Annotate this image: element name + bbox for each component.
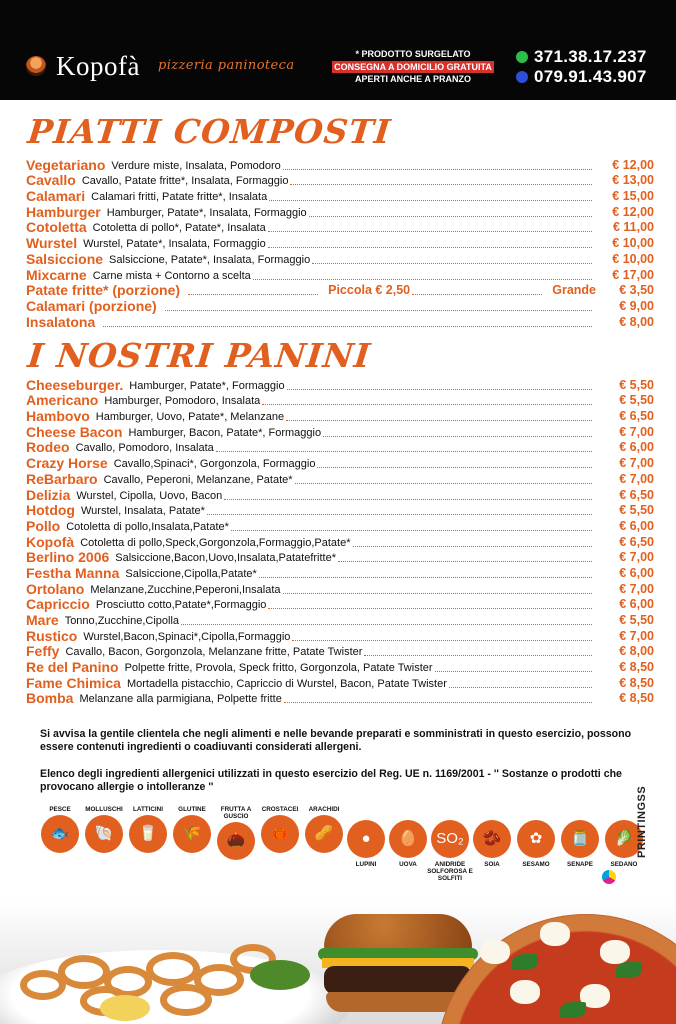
dotted-leader bbox=[207, 514, 592, 515]
menu-list-panini bbox=[26, 377, 654, 706]
menu-item bbox=[26, 455, 654, 471]
menu-item-description: Wurstel, Cipolla, Uovo, Bacon bbox=[76, 489, 223, 502]
phone-whatsapp-number[interactable]: 371.38.17.237 bbox=[534, 47, 647, 66]
menu-item-name: Fame Chimica bbox=[26, 675, 121, 691]
menu-item-name: Festha Manna bbox=[26, 565, 120, 581]
menu-item-name: Salsiccione bbox=[26, 251, 104, 267]
calamari-ring bbox=[146, 952, 200, 986]
menu-item-name: ReBarbaro bbox=[26, 471, 98, 487]
fish-icon: 🐟 bbox=[41, 815, 79, 853]
menu-item-description: Carne mista + Contorno a scelta bbox=[92, 269, 251, 282]
dotted-leader bbox=[259, 577, 592, 578]
celery-icon: 🥬 bbox=[605, 820, 643, 858]
menu-item bbox=[26, 644, 654, 660]
menu-item-description: Wurstel,Bacon,Spinaci*,Cipolla,Formaggio bbox=[83, 630, 291, 643]
dotted-leader bbox=[287, 389, 592, 390]
menu-item bbox=[26, 471, 654, 487]
milk-icon: 🥛 bbox=[129, 815, 167, 853]
menu-item-price: € 6,00 bbox=[619, 440, 654, 455]
menu-item bbox=[26, 534, 654, 550]
menu-item-name: Cheeseburger. bbox=[26, 377, 124, 393]
dotted-leader bbox=[165, 310, 592, 311]
menu-item-price: € 5,50 bbox=[619, 393, 654, 408]
menu-item-description: Hamburger, Patate*, Insalata, Formaggio bbox=[106, 206, 307, 219]
section-title-piatti: PIATTI COMPOSTI bbox=[25, 112, 393, 151]
lupin-icon: ● bbox=[347, 820, 385, 858]
allergen-label: GLUTINE bbox=[178, 806, 206, 813]
menu-item-price: € 11,00 bbox=[612, 220, 654, 235]
menu-item-name: Pollo bbox=[26, 518, 61, 534]
brand-name: Kopofà bbox=[56, 51, 140, 81]
menu-item-option-large: Grande bbox=[552, 283, 597, 298]
menu-item bbox=[26, 235, 654, 251]
menu-item bbox=[26, 440, 654, 456]
food-photo bbox=[0, 900, 676, 1024]
phone-whatsapp[interactable] bbox=[516, 47, 647, 67]
menu-item-price: € 12,00 bbox=[612, 204, 654, 219]
menu-item bbox=[26, 503, 654, 519]
menu-item-description: Calamari fritti, Patate fritte*, Insalata bbox=[91, 191, 268, 204]
dotted-leader bbox=[449, 687, 592, 688]
menu-item bbox=[26, 597, 654, 613]
menu-item-name: Vegetariano bbox=[26, 157, 106, 173]
menu-item bbox=[26, 518, 654, 534]
menu-item bbox=[26, 157, 654, 173]
lettuce bbox=[250, 960, 310, 990]
menu-item bbox=[26, 628, 654, 644]
frozen-note: * PRODOTTO SURGELATO bbox=[355, 49, 471, 59]
menu-item-price: € 17,00 bbox=[612, 267, 654, 282]
menu-item-name: Wurstel bbox=[26, 235, 78, 252]
menu-item-name: Calamari (porzione) bbox=[26, 298, 157, 314]
crab-icon: 🦀 bbox=[261, 815, 299, 853]
menu-item-description: Cavallo, Patate fritte*, Insalata, Formaggio bbox=[81, 175, 289, 188]
dotted-leader bbox=[181, 624, 592, 625]
bun-top bbox=[324, 914, 472, 952]
header-bar bbox=[0, 0, 676, 100]
dotted-leader bbox=[292, 640, 592, 641]
allergen-uova bbox=[384, 820, 432, 868]
menu-item-name: Bomba bbox=[26, 690, 74, 707]
egg-icon: 🥚 bbox=[389, 820, 427, 858]
peanut-icon: 🥜 bbox=[305, 815, 343, 853]
menu-item bbox=[26, 675, 654, 691]
menu-item-name: Americano bbox=[26, 392, 99, 409]
menu-item bbox=[26, 393, 654, 409]
menu-item-price: € 10,00 bbox=[612, 236, 654, 251]
allergen-molluschi bbox=[80, 806, 128, 853]
menu-item-description: Cavallo, Bacon, Gorgonzola, Melanzane fritte, Patate Twister bbox=[65, 646, 363, 659]
dotted-leader bbox=[284, 702, 592, 703]
menu-item bbox=[26, 377, 654, 393]
menu-item-description: Cavallo,Spinaci*, Gorgonzola, Formaggio bbox=[113, 458, 316, 471]
menu-item-price: € 6,00 bbox=[619, 565, 654, 580]
menu-item-price: € 7,00 bbox=[619, 581, 654, 596]
menu-item-description: Hamburger, Bacon, Patate*, Formaggio bbox=[128, 426, 322, 439]
menu-item-description: Cavallo, Pomodoro, Insalata bbox=[75, 442, 214, 455]
menu-item-name: Cheese Bacon bbox=[26, 424, 123, 440]
basil-leaf bbox=[616, 962, 642, 978]
menu-item bbox=[26, 612, 654, 628]
dotted-leader bbox=[412, 294, 542, 295]
allergen-label: ARACHIDI bbox=[308, 806, 340, 813]
dotted-leader bbox=[268, 608, 592, 609]
dotted-leader bbox=[224, 499, 592, 500]
allergen-label: LATTICINI bbox=[133, 806, 163, 813]
allergen-label: SENAPE bbox=[567, 861, 593, 868]
header-info bbox=[318, 48, 508, 86]
dotted-leader bbox=[268, 247, 592, 248]
basil-leaf bbox=[512, 954, 538, 970]
menu-item-price: € 7,00 bbox=[619, 424, 654, 439]
burger-patty bbox=[324, 966, 472, 994]
menu-item bbox=[26, 581, 654, 597]
menu-item bbox=[26, 220, 654, 236]
brand-logo-icon bbox=[26, 56, 46, 76]
menu-item-name: Delizia bbox=[26, 486, 71, 503]
whatsapp-icon bbox=[516, 51, 528, 63]
menu-item-description: Verdure miste, Insalata, Pomodoro bbox=[111, 159, 281, 172]
menu-item-price: € 8,00 bbox=[619, 644, 654, 659]
menu-item-price: € 8,50 bbox=[619, 675, 654, 690]
dotted-leader bbox=[268, 231, 592, 232]
phone-landline[interactable] bbox=[516, 67, 647, 87]
menu-item-price: € 5,50 bbox=[619, 613, 654, 627]
menu-item-price: € 8,50 bbox=[619, 660, 654, 675]
dotted-leader bbox=[435, 671, 592, 672]
menu-item-price: € 5,50 bbox=[619, 503, 654, 518]
dotted-leader bbox=[283, 169, 592, 170]
phone-icon bbox=[516, 71, 528, 83]
allergen-label: FRUTTA A GUSCIO bbox=[220, 806, 252, 820]
dotted-leader bbox=[231, 530, 592, 531]
allergen-lupini bbox=[342, 820, 390, 868]
menu-item-name: Rodeo bbox=[26, 439, 70, 456]
menu-item bbox=[26, 314, 654, 330]
menu-item-description: Cotoletta di pollo,Speck,Gorgonzola,Formaggio,Patate* bbox=[80, 536, 351, 549]
menu-item bbox=[26, 267, 654, 283]
free-delivery-note: CONSEGNA A DOMICILIO GRATUITA bbox=[334, 61, 492, 72]
dotted-leader bbox=[103, 326, 592, 327]
allergen-label: SESAMO bbox=[522, 861, 550, 868]
menu-item-price: € 6,00 bbox=[619, 518, 654, 533]
menu-item-description: Salsiccione, Patate*, Insalata, Formaggio bbox=[109, 253, 311, 266]
menu-item-name: Mixcarne bbox=[26, 266, 87, 283]
menu-item-description: Wurstel, Insalata, Patate* bbox=[80, 505, 205, 518]
menu-item-price: € 9,00 bbox=[619, 298, 654, 313]
allergen-label: PESCE bbox=[49, 806, 71, 813]
allergen-regulation: Elenco degli ingredienti allergenici utilizzati in questo esercizio del Reg. UE n. 1169/2001 - '' Sostanze o prodotti che provocano allergie o intolleranze '' bbox=[40, 768, 622, 793]
dotted-leader bbox=[309, 216, 592, 217]
dotted-leader bbox=[353, 546, 593, 547]
basil-leaf bbox=[560, 1002, 586, 1018]
brand-tagline: pizzeria paninoteca bbox=[158, 58, 295, 73]
so2-icon: SO₂ bbox=[431, 820, 469, 858]
menu-item bbox=[26, 550, 654, 566]
menu-item bbox=[26, 188, 654, 204]
allergen-latticini bbox=[124, 806, 172, 853]
menu-item-description: Mortadella pistacchio, Capriccio di Wurstel, Bacon, Patate Twister bbox=[126, 677, 447, 690]
lunch-note: APERTI ANCHE A PRANZO bbox=[354, 74, 471, 84]
menu-item-price: € 7,00 bbox=[619, 471, 654, 486]
menu-item-name: Calamari bbox=[26, 188, 86, 205]
allergen-crostacei bbox=[256, 806, 304, 853]
menu-item-description: Hamburger, Uovo, Patate*, Melanzane bbox=[95, 411, 285, 424]
menu-item bbox=[26, 283, 654, 299]
allergen-label: UOVA bbox=[399, 861, 417, 868]
menu-item-description: Wurstel, Patate*, Insalata, Formaggio bbox=[83, 238, 266, 251]
menu-item-price: € 15,00 bbox=[612, 189, 654, 204]
dotted-leader bbox=[269, 200, 592, 201]
menu-item-price: € 7,00 bbox=[619, 628, 654, 643]
dotted-leader bbox=[188, 294, 318, 295]
menu-item bbox=[26, 659, 654, 675]
menu-item-name: Hambovo bbox=[26, 408, 90, 425]
menu-item-name: Capriccio bbox=[26, 596, 90, 613]
menu-item-name: Berlino 2006 bbox=[26, 549, 110, 566]
menu-item-price: € 6,50 bbox=[619, 534, 654, 549]
mozzarella bbox=[480, 940, 510, 964]
menu-item-name: Re del Panino bbox=[26, 659, 119, 676]
allergen-pesce bbox=[36, 806, 84, 853]
menu-item-description: Melanzane,Zucchine,Peperoni,Insalata bbox=[90, 583, 281, 596]
dotted-leader bbox=[262, 404, 592, 405]
allergen-label: ANIDRIDE SOLFOROSA E SOLFITI bbox=[427, 861, 473, 882]
menu-item-name: Rustico bbox=[26, 628, 78, 644]
menu-item-price: € 8,00 bbox=[619, 314, 654, 329]
menu-item bbox=[26, 565, 654, 581]
shell-icon: 🐚 bbox=[85, 815, 123, 853]
menu-item bbox=[26, 204, 654, 220]
menu-item-price: € 7,00 bbox=[619, 550, 654, 565]
allergen-label: CROSTACEI bbox=[261, 806, 299, 813]
menu-item-description: Hamburger, Pomodoro, Insalata bbox=[104, 395, 261, 408]
menu-item-description: Salsiccione,Cipolla,Patate* bbox=[125, 567, 257, 580]
phone-list bbox=[516, 47, 647, 87]
allergen-icons bbox=[36, 806, 648, 886]
mustard-icon: 🫙 bbox=[561, 820, 599, 858]
menu-item-price: € 6,50 bbox=[619, 487, 654, 502]
menu-item-description: Cotoletta di pollo,Insalata,Patate* bbox=[66, 520, 229, 533]
calamari-ring bbox=[160, 984, 212, 1016]
menu-item-description: Tonno,Zucchine,Cipolla bbox=[64, 615, 180, 627]
dotted-leader bbox=[253, 279, 592, 280]
menu-item bbox=[26, 408, 654, 424]
wheat-icon: 🌾 bbox=[173, 815, 211, 853]
allergen-label: SEDANO bbox=[610, 861, 638, 868]
dotted-leader bbox=[312, 263, 592, 264]
nut-icon: 🌰 bbox=[217, 822, 255, 860]
allergen-senape bbox=[556, 820, 604, 868]
dotted-leader bbox=[338, 561, 592, 562]
menu-item-price: € 5,50 bbox=[619, 377, 654, 392]
section-title-panini: I NOSTRI PANINI bbox=[25, 336, 373, 375]
menu-list-piatti bbox=[26, 157, 654, 330]
dotted-leader bbox=[290, 184, 592, 185]
menu-item bbox=[26, 298, 654, 314]
menu-item bbox=[26, 173, 654, 189]
calamari-ring bbox=[58, 955, 110, 989]
mozzarella bbox=[600, 940, 630, 964]
menu-item-price: € 6,50 bbox=[619, 409, 654, 424]
menu-item-description: Hamburger, Patate*, Formaggio bbox=[129, 379, 285, 392]
mozzarella bbox=[510, 980, 540, 1004]
menu-item bbox=[26, 251, 654, 267]
printer-credit bbox=[600, 785, 660, 900]
menu-item bbox=[26, 487, 654, 503]
menu-item-description: Cavallo, Peperoni, Melanzane, Patate* bbox=[103, 473, 293, 486]
menu-item-price: € 10,00 bbox=[612, 251, 654, 266]
dotted-leader bbox=[283, 593, 592, 594]
menu-item-option-small: Piccola € 2,50 bbox=[328, 283, 411, 298]
menu-item-name: Cavallo bbox=[26, 172, 76, 189]
printer-brand: PRINTINGSS bbox=[636, 785, 648, 858]
menu-item-name: Insalatona bbox=[26, 313, 96, 330]
menu-item-name: Patate fritte* (porzione) bbox=[26, 282, 181, 299]
menu-item bbox=[26, 424, 654, 440]
dotted-leader bbox=[216, 451, 592, 452]
dotted-leader bbox=[317, 467, 592, 468]
allergen-arachidi bbox=[300, 806, 348, 853]
lemon bbox=[100, 995, 150, 1021]
phone-landline-number[interactable]: 079.91.43.907 bbox=[534, 67, 647, 86]
menu-item-name: Kopofà bbox=[26, 533, 75, 550]
menu-item bbox=[26, 691, 654, 707]
menu-item-price: € 13,00 bbox=[612, 173, 654, 188]
allergen-soia bbox=[468, 820, 516, 868]
menu-item-price: € 3,50 bbox=[619, 283, 654, 298]
menu-item-name: Hamburger bbox=[26, 204, 101, 220]
soy-icon: 🫘 bbox=[473, 820, 511, 858]
allergen-notice: Si avvisa la gentile clientela che negli alimenti e nelle bevande preparati e somministrati in questo esercizio, possono essere contenuti ingredienti o coadiuvanti considerati allergeni. bbox=[40, 728, 632, 753]
allergen-sesamo bbox=[512, 820, 560, 868]
menu-item-description: Cotoletta di pollo*, Patate*, Insalata bbox=[92, 222, 266, 235]
menu-item-price: € 12,00 bbox=[612, 157, 654, 172]
allergen-anidride bbox=[426, 820, 474, 882]
menu-item-price: € 7,00 bbox=[619, 456, 654, 471]
printer-logo-icon bbox=[602, 870, 616, 884]
menu-item-description: Polpette fritte, Provola, Speck fritto, Gorgonzola, Patate Twister bbox=[124, 662, 433, 675]
dotted-leader bbox=[323, 436, 592, 437]
mozzarella bbox=[540, 922, 570, 946]
sesame-icon: ✿ bbox=[517, 820, 555, 858]
menu-item-price: € 8,50 bbox=[619, 691, 654, 706]
allergen-label: SOIA bbox=[484, 861, 500, 868]
menu-item-price: € 6,00 bbox=[619, 597, 654, 612]
menu-item-name: Crazy Horse bbox=[26, 455, 108, 472]
dotted-leader bbox=[295, 483, 592, 484]
menu-item-description: Melanzane alla parmigiana, Polpette fritte bbox=[79, 693, 282, 706]
menu-item-name: Cotoletta bbox=[26, 219, 87, 236]
menu-item-name: Hotdog bbox=[26, 502, 75, 519]
allergen-label: MOLLUSCHI bbox=[85, 806, 123, 813]
allergen-label: LUPINI bbox=[355, 861, 377, 868]
allergen-frutta bbox=[212, 806, 260, 860]
dotted-leader bbox=[286, 420, 592, 421]
menu-item-name: Ortolano bbox=[26, 580, 85, 597]
menu-item-description: Prosciutto cotto,Patate*,Formaggio bbox=[95, 599, 267, 612]
dotted-leader bbox=[364, 655, 592, 656]
menu-item-name: Feffy bbox=[26, 643, 60, 660]
menu-item-description: Salsiccione,Bacon,Uovo,Insalata,Patatefritte* bbox=[115, 552, 337, 565]
menu-item-name: Mare bbox=[26, 612, 59, 628]
allergen-glutine bbox=[168, 806, 216, 853]
